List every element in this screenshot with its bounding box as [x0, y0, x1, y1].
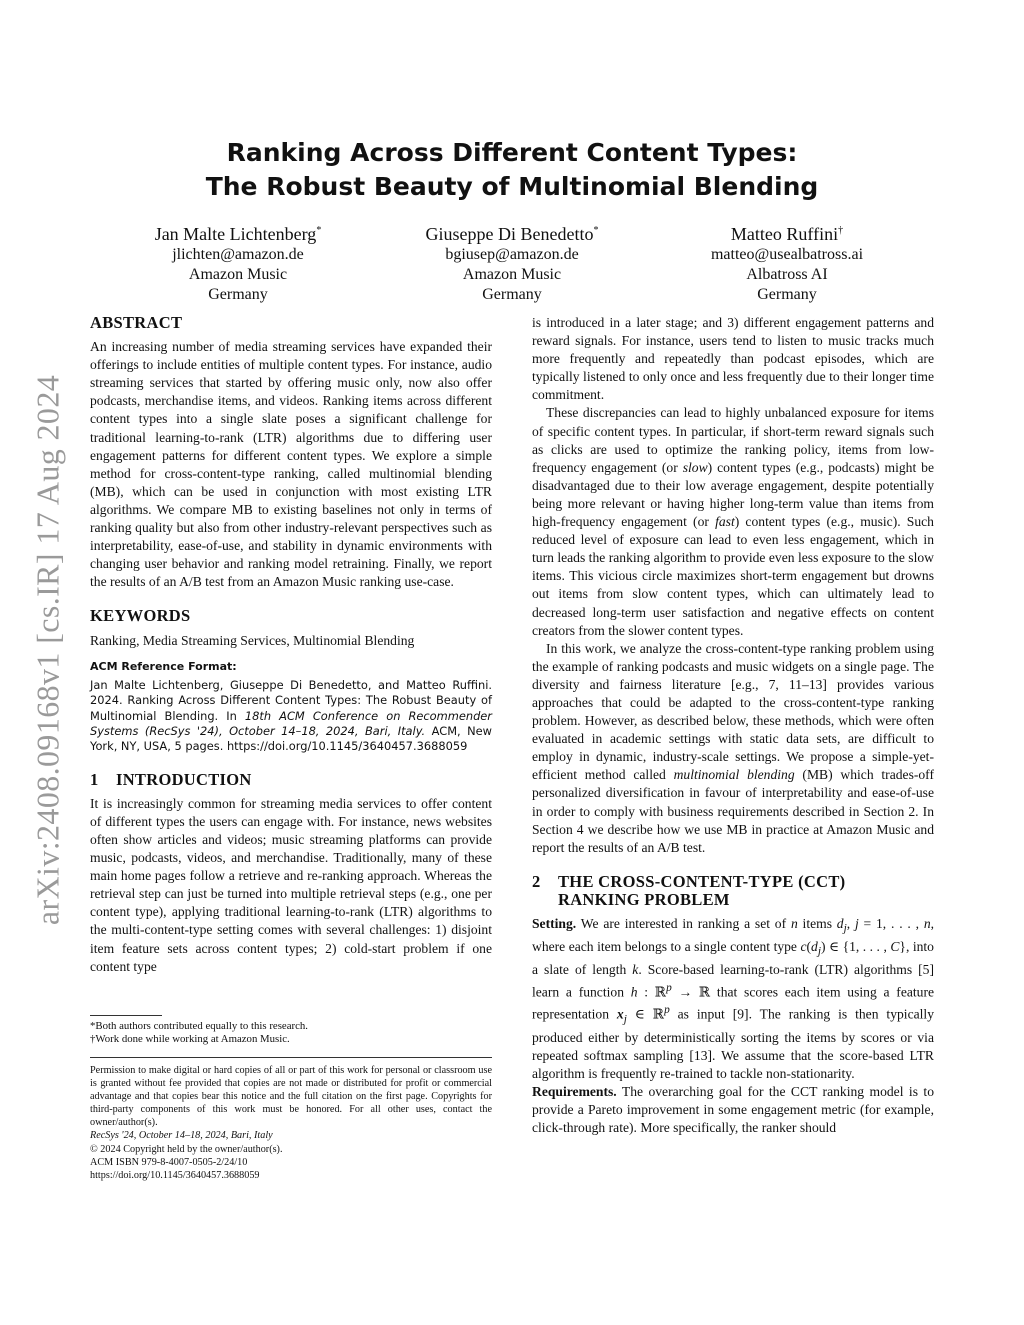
author-3-org: Albatross AI [746, 266, 828, 283]
author-3-email: matteo@usealbatross.ai [710, 246, 864, 263]
setting-text-3: , [846, 916, 855, 931]
setting-text-1: We are interested in ranking a set of [576, 916, 791, 931]
intro-section-title: INTRODUCTION [116, 769, 252, 789]
right-paragraph-2 [532, 404, 934, 639]
math-k: k [632, 961, 639, 977]
author-3 [637, 220, 937, 305]
permission-block [90, 1057, 492, 1182]
setting-text-12: ∈ ℝ [626, 1006, 665, 1022]
paper-title [0, 136, 1024, 204]
setting-label: Setting. [532, 916, 577, 931]
author-1-name: Jan Malte Lichtenberg [154, 224, 317, 244]
sec2-title-line-2: RANKING PROBLEM [558, 889, 730, 909]
author-2 [362, 220, 662, 305]
keywords-text: Ranking, Media Streaming Services, Multinomial Blending [90, 632, 415, 648]
abstract-text: An increasing number of media streaming services have expanded their offerings to include entities of multiple content types. For instance, audio streaming services that started by offering music only, now also offer podcasts, merchandise items, and videos. Ranking items across different content types into a single slate poses a significant challenge for traditional learning-to-rank (LTR) algorithms due to differing user engagement patterns for different content types. We explore a simple method for cross-content-type ranking, called multinomial blending (MB), which can be used in conjunction with most existing LTR algorithms. We compare MB to existing baselines not only in terms of ranking quality but also from other industry-relevant perspectives such as interpretability, ease-of-use, and stability in dynamic environments with changing user behavior and ranking model retraining. Finally, we report the results of an A/B test from an Amazon Music ranking use-case. [90, 339, 492, 590]
math-p-2: p [664, 1004, 670, 1017]
setting-text-4: = 1, . . . , [858, 916, 924, 931]
author-2-country: Germany [482, 286, 542, 303]
math-x: x [616, 1006, 624, 1022]
author-2-email: bgiusep@amazon.de [445, 246, 579, 263]
author-2-name: Giuseppe Di Benedetto [425, 224, 594, 244]
math-j-2: j [817, 945, 821, 958]
math-d-2: d [811, 938, 818, 954]
p2-slow: slow [682, 459, 708, 475]
p2-fast: fast [715, 514, 735, 530]
p3-part-a: In this work, we analyze the cross-content-type ranking problem using the example of ranking podcasts and music widgets on a single page. The diversity and fairness literature [e.g., 7, 11–13] provides various approaches that could be adapted to the cross-content-type ranking problem. However, as described below, these methods, which were often evaluated in academic settings with static data sets, are difficult to employ in dynamic, industry-scale settings. We propose a simple-yet-efficient method called [532, 640, 934, 783]
math-j-index: j [854, 916, 859, 931]
author-1-org: Amazon Music [188, 266, 288, 283]
footnote-work-done: †Work done while working at Amazon Music. [90, 1033, 290, 1046]
math-j: j [843, 922, 847, 935]
math-C: C [890, 938, 900, 954]
author-3-mark: † [838, 225, 844, 236]
author-2-mark: * [593, 225, 599, 236]
acm-ref-part-2: ACM, New York, NY, USA, 5 pages. https://doi.org/10.1145/3640457.3688059 [90, 723, 492, 754]
author-1-email: jlichten@amazon.de [172, 246, 304, 263]
left-column [90, 314, 492, 976]
acm-reference-text [90, 678, 492, 755]
footnote-equal-contribution: *Both authors contributed equally to this research. [90, 1020, 308, 1032]
introduction-heading [90, 771, 492, 789]
math-d: d [836, 916, 844, 931]
setting-text-5: , where each item belongs to a single content type [532, 916, 935, 954]
copyright-line: © 2024 Copyright held by the owner/author(s). [90, 1143, 283, 1155]
setting-paragraph [532, 915, 934, 1083]
doi-line: https://doi.org/10.1145/3640457.3688059 [90, 1169, 260, 1181]
math-p: p [666, 981, 672, 994]
setting-text-6: ( [806, 938, 812, 954]
setting-text-8: }, into a slate of length [532, 938, 934, 977]
author-3-country: Germany [757, 286, 817, 303]
section-2-heading [532, 873, 934, 909]
title-line-2: The Robust Beauty of Multinomial Blending [205, 172, 819, 201]
permission-text: Permission to make digital or hard copies of all or part of this work for personal or classroom use is granted without fee provided that copies are not made or distributed for profit or commercial advantage and that copies bear this notice and the full citation on the first page. Copyrights for third-party components of this work must be honored. For all other uses, contact the owner/author(s). [90, 1065, 492, 1129]
arxiv-sidebar [28, 360, 68, 940]
setting-text-2: items [797, 916, 837, 931]
acm-reference-heading: ACM Reference Format: [90, 659, 237, 673]
footnotes [90, 1015, 492, 1047]
p2-part-b: ) content types (e.g., podcasts) might be disadvantaged due to their low average engagement, despite potentially being more relevant or having higher long-term value than items from high-frequency engagement (or [532, 459, 934, 530]
right-paragraph-1: is introduced in a later stage; and 3) different engagement patterns and reward signals. For instance, users tend to listen to music tracks much more frequently and repeatedly than podcast episodes, which are typically listened to only once and less frequently due to their longer time commitment. [532, 315, 934, 403]
p2-part-c: ) content types (e.g., music). Such reduced level of exposure can lead to even less engagement, which in turn leads the ranking algorithm to provide even less exposure to the slow items. This vicious circle maximizes short-term engagement but drowns out items from slow content types, which can ultimately lead to decreased long-term user satisfaction and negative effects on content creators from the slower content types. [532, 514, 934, 638]
setting-text-10: : ℝ [637, 984, 667, 1000]
author-3-name: Matteo Ruffini [730, 224, 839, 244]
sec2-title-line-1: THE CROSS-CONTENT-TYPE (CCT) [558, 871, 846, 891]
keywords-heading: KEYWORDS [90, 606, 191, 626]
title-line-1: Ranking Across Different Content Types: [226, 138, 798, 167]
setting-text-11: → ℝ that scores each item using a feature representation [532, 984, 935, 1022]
p3-multinomial-blending: multinomial blending [673, 767, 795, 783]
acm-ref-venue: 18th ACM Conference on Recommender Systems (RecSys '24), October 14–18, 2024, Bari, Italy. [90, 708, 492, 738]
author-1 [88, 220, 388, 305]
author-2-org: Amazon Music [462, 266, 562, 283]
math-n: n [790, 916, 798, 931]
author-1-mark: * [316, 225, 322, 236]
arxiv-identifier: arXiv:2408.09168v1 [cs.IR] 17 Aug 2024 [29, 374, 66, 926]
isbn-line: ACM ISBN 979-8-4007-0505-2/24/10 [90, 1156, 248, 1168]
venue-line: RecSys '24, October 14–18, 2024, Bari, Italy [90, 1130, 273, 1142]
right-column [532, 314, 934, 1137]
sec2-number: 2 [532, 871, 541, 891]
math-c: c [800, 938, 807, 954]
math-n-2: n [923, 916, 931, 931]
setting-text-7: ) ∈ {1, . . . , [821, 938, 891, 954]
intro-section-number: 1 [90, 769, 99, 789]
requirements-paragraph [532, 1083, 934, 1137]
p2-part-a: These discrepancies can lead to highly unbalanced exposure for items of specific content types. In particular, if short-term reward signals such as clicks are used to optimize the ranking policy, items from low-frequency engagement (or [532, 405, 934, 475]
requirements-label: Requirements. [532, 1083, 617, 1099]
acm-ref-part-1: Jan Malte Lichtenberg, Giuseppe Di Benedetto, and Matteo Ruffini. 2024. Ranking Across Different Content Types: The Robust Beauty of Multinomial Blending. In [90, 677, 492, 723]
setting-text-13: as input [9]. The ranking is then typically produced either by deterministically sorting the items by scores or via repeated softmax sampling [13]. We assume that the score-based LTR algorithm is frequently re-trained to tackle non-stationarity. [532, 1006, 934, 1081]
author-1-country: Germany [208, 286, 268, 303]
math-j-3: j [623, 1013, 627, 1026]
abstract-heading: ABSTRACT [90, 313, 183, 332]
setting-text-9: . Score-based learning-to-rank (LTR) algorithms [5] learn a function [532, 961, 934, 1000]
p3-part-b: (MB) which trades-off personalized diversification in favour of interpretability and ease-of-use in order to comply with business requirements described in Section 2. In Section 4 we describe how we use MB in practice at Amazon Music and report the results of an A/B test. [532, 767, 934, 855]
requirements-text: The overarching goal for the CCT ranking model is to provide a Pareto improvement in some engagement metric (for example, click-through rate). More specifically, the ranker should [532, 1083, 934, 1136]
math-h: h [630, 984, 638, 1000]
intro-paragraph-1: It is increasingly common for streaming media services to offer content of different types the users can engage with. For instance, news websites often show articles and videos; music streaming platforms can provide music, podcasts, videos, and merchandise. Traditionally, many of these main home pages follow a retrieve and re-ranking approach. Whereas the retrieval step can just be turned into multiple retrieval steps (e.g., one per content type), applying traditional learning-to-rank (LTR) algorithms to the multi-content-type setting comes with several challenges: 1) disjoint item feature sets across content types; 2) cold-start problem if one content type [90, 795, 492, 974]
right-paragraph-3 [532, 640, 934, 857]
